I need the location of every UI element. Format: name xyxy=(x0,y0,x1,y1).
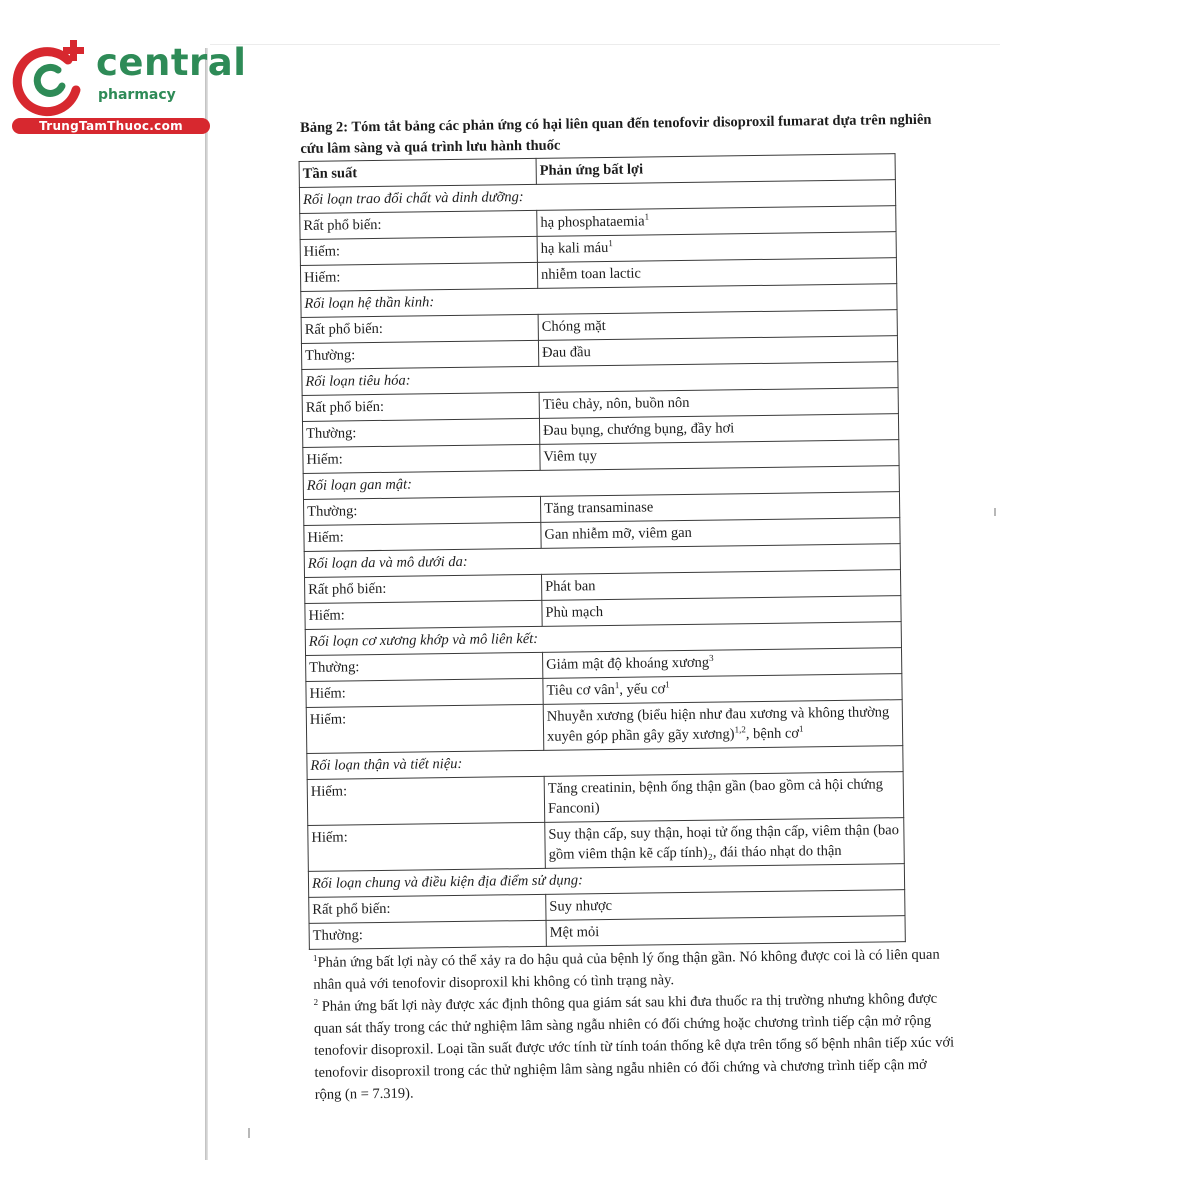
frequency-cell: Hiếm: xyxy=(304,522,541,551)
group-title: Rối loạn cơ xương khớp và mô liên kết: xyxy=(305,622,901,656)
group-title: Rối loạn thận và tiết niệu: xyxy=(307,746,903,780)
frequency-cell: Hiếm: xyxy=(308,822,546,871)
brand-subtitle: pharmacy xyxy=(98,87,176,103)
group-title: Rối loạn chung và điều kiện địa điểm sử dụng: xyxy=(308,864,904,898)
footnote-text: Phản ứng bất lợi này có thể xảy ra do hậu quả của bệnh lý ống thận gần. Nó không được coi là có liên quan nhân quả với tenofovir disoproxil khi không có tình trạng này. xyxy=(313,946,940,993)
frequency-cell: Thường: xyxy=(309,920,546,949)
footnote-mark: 1 xyxy=(614,680,620,691)
table-row xyxy=(308,818,905,872)
reaction-text: Nhuyễn xương (biểu hiện như đau xương và không thường xuyên góp phần gây gãy xương) xyxy=(546,704,890,745)
group-title: Rối loạn da và mô dưới da: xyxy=(304,544,900,578)
frequency-cell: Rất phổ biến: xyxy=(300,210,537,239)
reaction-text: Tăng transaminase xyxy=(544,499,654,517)
frequency-cell: Hiếm: xyxy=(307,776,545,825)
reaction-text: hạ phosphataemia xyxy=(540,213,645,231)
footnote-mark: 1 xyxy=(312,952,318,964)
reaction-text: Tiêu cơ vân xyxy=(546,681,615,699)
footnote-mark: 1 xyxy=(644,211,650,222)
reaction-text: Suy nhược xyxy=(549,897,613,915)
reaction-text: nhiễm toan lactic xyxy=(540,265,642,283)
reaction-cell xyxy=(544,772,904,823)
page-edge xyxy=(205,48,208,1160)
frequency-cell: Thường: xyxy=(302,418,539,447)
frequency-cell: Rất phổ biến: xyxy=(305,574,542,603)
reaction-text: Tiêu chảy, nôn, buồn nôn xyxy=(542,394,690,413)
central-pharmacy-logo xyxy=(10,38,247,138)
reaction-cell xyxy=(545,818,905,869)
reaction-text: Phù mạch xyxy=(545,604,604,621)
frequency-cell: Hiếm: xyxy=(306,678,543,707)
header-reaction: Phản ứng bất lợi xyxy=(536,154,895,185)
table-caption: Bảng 2: Tóm tắt bảng các phản ứng có hại liên quan đến tenofovir disoproxil fumarat dựa trên nghiên cứu lâm sàng và quá trình lưu hành thuốc xyxy=(300,111,932,157)
page-edge-top xyxy=(210,44,1000,45)
scan-speck xyxy=(994,508,996,516)
frequency-cell: Hiếm: xyxy=(300,262,537,291)
footnote-mark: 1,2 xyxy=(734,724,746,735)
footnote-text: Phản ứng bất lợi này được xác định thông qua giám sát sau khi đưa thuốc ra thị trường nhưng không được quan sát thấy trong các thử nghiệm lâm sàng ngẫu nhiên có đối chứng hoặc chương trình tiếp cận mở rộng tenofovir disoproxil. Loại tần suất được ước tính từ tính toán thống kê dựa trên tổng số bệnh nhân tiếp xúc với tenofovir disoproxil trong các thử nghiệm lâm sàng ngẫu nhiên có đối chứng và chương trình tiếp cận mở rộng (n = 7.319). xyxy=(313,990,955,1103)
header-frequency: Tần suất xyxy=(299,158,536,187)
frequency-cell: Hiếm: xyxy=(303,444,540,473)
group-title: Rối loạn trao đổi chất và dinh dưỡng: xyxy=(299,180,895,214)
footnote-mark: 2 xyxy=(313,996,319,1008)
frequency-cell: Hiếm: xyxy=(300,236,537,265)
reaction-text: Chóng mặt xyxy=(541,317,606,335)
group-title: Rối loạn hệ thần kinh: xyxy=(301,284,897,318)
document-page xyxy=(298,109,971,1106)
reaction-text: , bệnh cơ xyxy=(745,725,800,743)
group-title: Rối loạn tiêu hóa: xyxy=(302,362,898,396)
reaction-text: Giảm mật độ khoáng xương xyxy=(546,654,710,673)
footnote xyxy=(313,987,954,1105)
reaction-text: Viêm tụy xyxy=(543,448,598,465)
reaction-text: Gan nhiễm mỡ, viêm gan xyxy=(544,524,692,543)
reaction-cell xyxy=(546,916,905,947)
reaction-text: hạ kali máu xyxy=(540,239,609,257)
reaction-text: Mệt mỏi xyxy=(549,924,600,941)
table-row xyxy=(307,772,904,826)
frequency-cell: Hiếm: xyxy=(305,600,542,629)
site-banner: TrungTamThuoc.com xyxy=(12,118,210,134)
frequency-cell: Thường: xyxy=(301,340,538,369)
table-row xyxy=(306,700,903,754)
footnote-mark: 1 xyxy=(608,238,613,249)
reaction-text: Tăng creatinin, bệnh ống thận gần (bao gồm cả hội chứng Fanconi) xyxy=(547,776,884,817)
pharmacy-cross-icon xyxy=(10,38,90,118)
frequency-cell: Thường: xyxy=(303,496,540,525)
frequency-cell: Hiếm: xyxy=(306,704,544,753)
reaction-text: Đau bụng, chướng bụng, đầy hơi xyxy=(543,420,735,439)
reaction-text: Đau đầu xyxy=(541,344,591,361)
adverse-reactions-table xyxy=(299,153,906,950)
scan-speck xyxy=(248,1128,250,1138)
footnote-mark: 3 xyxy=(708,652,714,663)
reaction-text: Phát ban xyxy=(545,578,596,595)
brand-name: central xyxy=(96,41,247,84)
frequency-cell: Rất phổ biến: xyxy=(301,314,538,343)
frequency-cell: Rất phổ biến: xyxy=(302,392,539,421)
footnote-mark: 1 xyxy=(665,679,670,690)
footnotes xyxy=(313,943,955,1105)
reaction-cell xyxy=(543,700,903,751)
reaction-text: Suy thận cấp, suy thận, hoại tử ống thận cấp, viêm thận (bao gồm viêm thận kẽ cấp tính)₂, đái tháo nhạt do thận xyxy=(548,822,900,863)
group-title: Rối loạn gan mật: xyxy=(303,466,899,500)
frequency-cell: Thường: xyxy=(306,652,543,681)
frequency-cell: Rất phổ biến: xyxy=(309,894,546,923)
footnote-mark: 1 xyxy=(798,723,804,734)
reaction-text: , yếu cơ xyxy=(619,681,666,698)
